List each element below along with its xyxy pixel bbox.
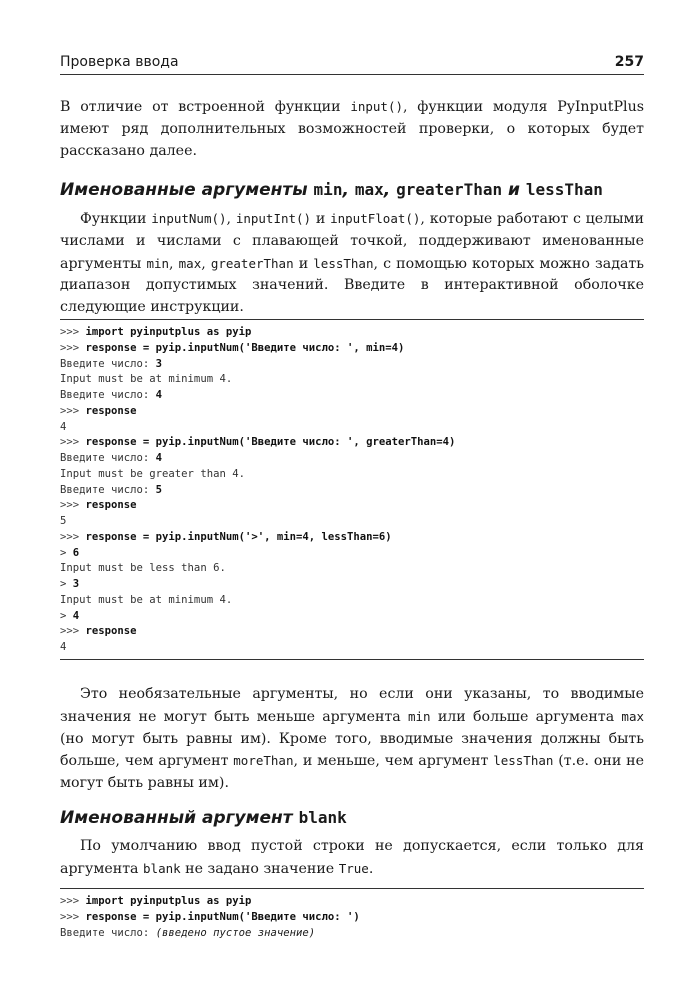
code-prompt: >>> [60,436,86,449]
code-line [60,561,644,577]
code-output: Input must be at minimum 4. [60,593,233,606]
section-heading-blank: Именованный аргумент blank [60,808,347,828]
code-prompt: >>> [60,910,86,923]
code-line [60,530,644,546]
code-prompt: >>> [60,530,86,543]
code-line [60,404,644,420]
code-line [60,388,644,404]
code-output: > [60,578,73,590]
code-prompt: >>> [60,625,86,638]
code-input: response [85,404,137,417]
code-input: 5 [155,483,163,496]
code-output: 5 [60,515,67,527]
code-input: 3 [72,578,80,590]
code-output: Введите число: [60,389,156,401]
code-line [60,546,644,562]
code-line [60,609,644,625]
code-line [60,593,644,609]
code-input: 4 [72,609,80,622]
code-line [60,624,644,640]
code-listing-min-max [60,319,644,660]
inline-code: input() [350,99,403,114]
code-line [60,451,644,467]
code-input: response = pyip.inputNum('Введите число: ', greaterThan=4) [85,436,456,449]
code-listing-blank [60,888,644,944]
section-title: Проверка ввода [60,54,179,70]
code-output: Введите число: [60,483,156,496]
code-input: 3 [155,357,163,370]
code-line [60,420,644,436]
intro-paragraph: В отличие от встроенной функции input(), функции модуля PyInputPlus имеют ряд дополнительных возможностей проверки, о которых будет рассказано далее. [60,99,644,159]
code-line [60,577,644,593]
code-line [60,514,644,530]
code-line [60,926,644,942]
code-output: 4 [60,641,67,653]
code-line [60,640,644,656]
code-line [60,435,644,451]
code-output: Input must be greater than 4. [60,467,245,480]
code-input: response [85,625,137,638]
code-input: response = pyip.inputNum('Введите число: ') [85,910,360,923]
section-heading-named-args: Именованные аргументы min, max, greaterThan и lessThan [60,180,603,200]
code-output: > [60,546,73,559]
blank-paragraph: По умолчанию ввод пустой строки не допускается, если только для аргумента blank не задано значение True. [60,838,644,877]
code-output: Введите число: [60,926,156,939]
code-line [60,325,644,341]
running-header [60,50,644,75]
named-args-paragraph: Функции inputNum(), inputInt() и inputFloat(), которые работают с целыми числами и числами с плавающей точкой, поддерживают именованные аргументы min, max, greaterThan и lessThan, с помощью которых можно задать диапазон допустимых значений. Введите в интерактивной оболочке следующие инструкции. [60,211,644,316]
code-line [60,357,644,373]
code-output: > [60,609,73,622]
code-input: 4 [155,452,163,464]
code-input: response [85,499,137,512]
code-input: import pyinputplus as pyip [85,326,252,338]
code-line [60,910,644,926]
code-input: import pyinputplus as pyip [85,895,252,907]
code-line [60,498,644,514]
code-input: 4 [155,389,163,401]
code-prompt: >>> [60,499,86,512]
code-note: (введено пустое значение) [155,926,316,939]
code-output: 4 [60,420,67,433]
page-number: 257 [614,54,644,70]
code-output: Введите число: [60,452,156,464]
code-line [60,894,644,910]
code-line [60,483,644,499]
code-prompt: >>> [60,895,86,907]
code-output: Input must be less than 6. [60,562,226,575]
code-input: 6 [72,546,80,559]
code-prompt: >>> [60,341,86,354]
code-line [60,372,644,388]
code-output: Input must be at minimum 4. [60,373,233,386]
code-line [60,341,644,357]
code-input: response = pyip.inputNum('Введите число: ', min=4) [85,341,405,354]
optional-args-paragraph: Это необязательные аргументы, но если они указаны, то вводимые значения не могут быть меньше аргумента min или больше аргумента max (но могут быть равны им). Кроме того, вводимые значения должны быть больше, чем аргумент moreThan, и меньше, чем аргумент lessThan (т.е. они не могут быть равны им). [60,686,644,792]
code-prompt: >>> [60,404,86,417]
code-line [60,467,644,483]
code-output: Введите число: [60,357,156,370]
code-input: response = pyip.inputNum('>', min=4, lessThan=6) [85,530,392,543]
code-prompt: >>> [60,326,86,338]
